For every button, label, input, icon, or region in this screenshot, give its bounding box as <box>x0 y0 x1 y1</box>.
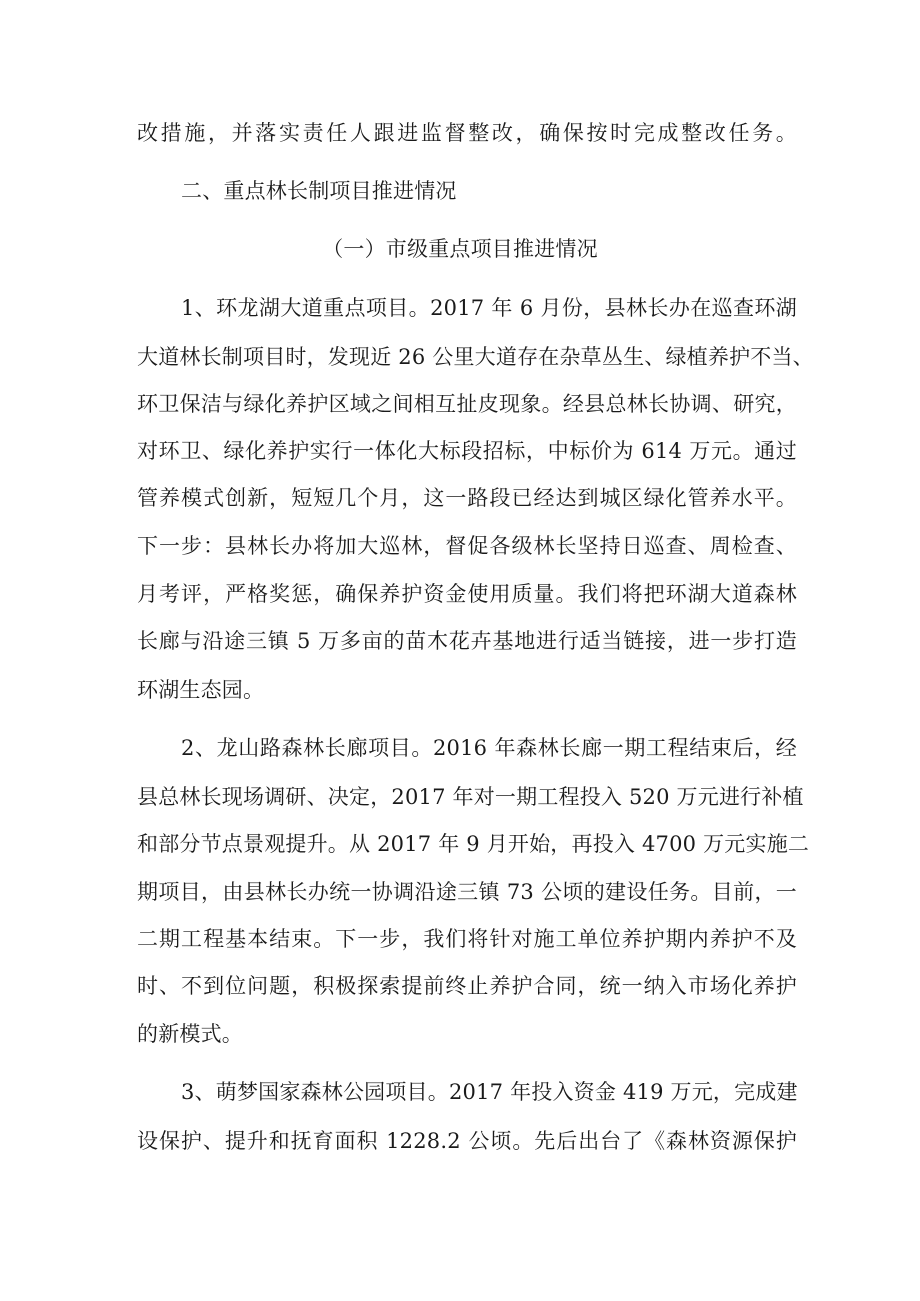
paragraph-line: 2、龙山路森林长廊项目。2016 年森林长廊一期工程结束后，经 <box>181 736 797 760</box>
paragraph-line: 1、环龙湖大道重点项目。2017 年 6 月份，县林长办在巡查环湖 <box>181 296 797 320</box>
paragraph-line: 环湖生态园。 <box>137 678 265 702</box>
section-heading: 二、重点林长制项目推进情况 <box>181 179 457 203</box>
paragraph-line: 月考评，严格奖惩，确保养护资金使用质量。我们将把环湖大道森林 <box>137 582 797 606</box>
paragraph-line: 长廊与沿途三镇 5 万多亩的苗木花卉基地进行适当链接，进一步打造 <box>137 629 797 653</box>
paragraph-line: 对环卫、绿化养护实行一体化大标段招标，中标价为 614 万元。通过 <box>137 439 797 463</box>
paragraph-line: 改措施，并落实责任人跟进监督整改，确保按时完成整改任务。 <box>137 121 797 145</box>
paragraph-line: 县总林长现场调研、决定，2017 年对一期工程投入 520 万元进行补植 <box>137 785 804 809</box>
paragraph-line: 时、不到位问题，积极探索提前终止养护合同，统一纳入市场化养护 <box>137 974 797 998</box>
paragraph-line: 期项目，由县林长办统一协调沿途三镇 73 公顷的建设任务。目前，一 <box>137 880 797 904</box>
paragraph-line: 二期工程基本结束。下一步，我们将针对施工单位养护期内养护不及 <box>137 927 797 951</box>
subsection-heading: （一）市级重点项目推进情况 <box>322 237 598 261</box>
paragraph-line: 和部分节点景观提升。从 2017 年 9 月开始，再投入 4700 万元实施二 <box>137 832 810 856</box>
paragraph-line: 环卫保洁与绿化养护区域之间相互扯皮现象。经县总林长协调、研究， <box>137 392 797 416</box>
paragraph-line: 的新模式。 <box>137 1022 243 1046</box>
paragraph-line: 设保护、提升和抚育面积 1228.2 公顷。先后出台了《森林资源保护 <box>137 1129 797 1153</box>
paragraph-line: 下一步：县林长办将加大巡林，督促各级林长坚持日巡查、周检查、 <box>137 534 797 558</box>
paragraph-line: 3、萌梦国家森林公园项目。2017 年投入资金 419 万元，完成建 <box>181 1080 798 1104</box>
paragraph-line: 管养模式创新，短短几个月，这一路段已经达到城区绿化管养水平。 <box>137 486 797 510</box>
paragraph-line: 大道林长制项目时，发现近 26 公里大道存在杂草丛生、绿植养护不当、 <box>137 345 814 369</box>
